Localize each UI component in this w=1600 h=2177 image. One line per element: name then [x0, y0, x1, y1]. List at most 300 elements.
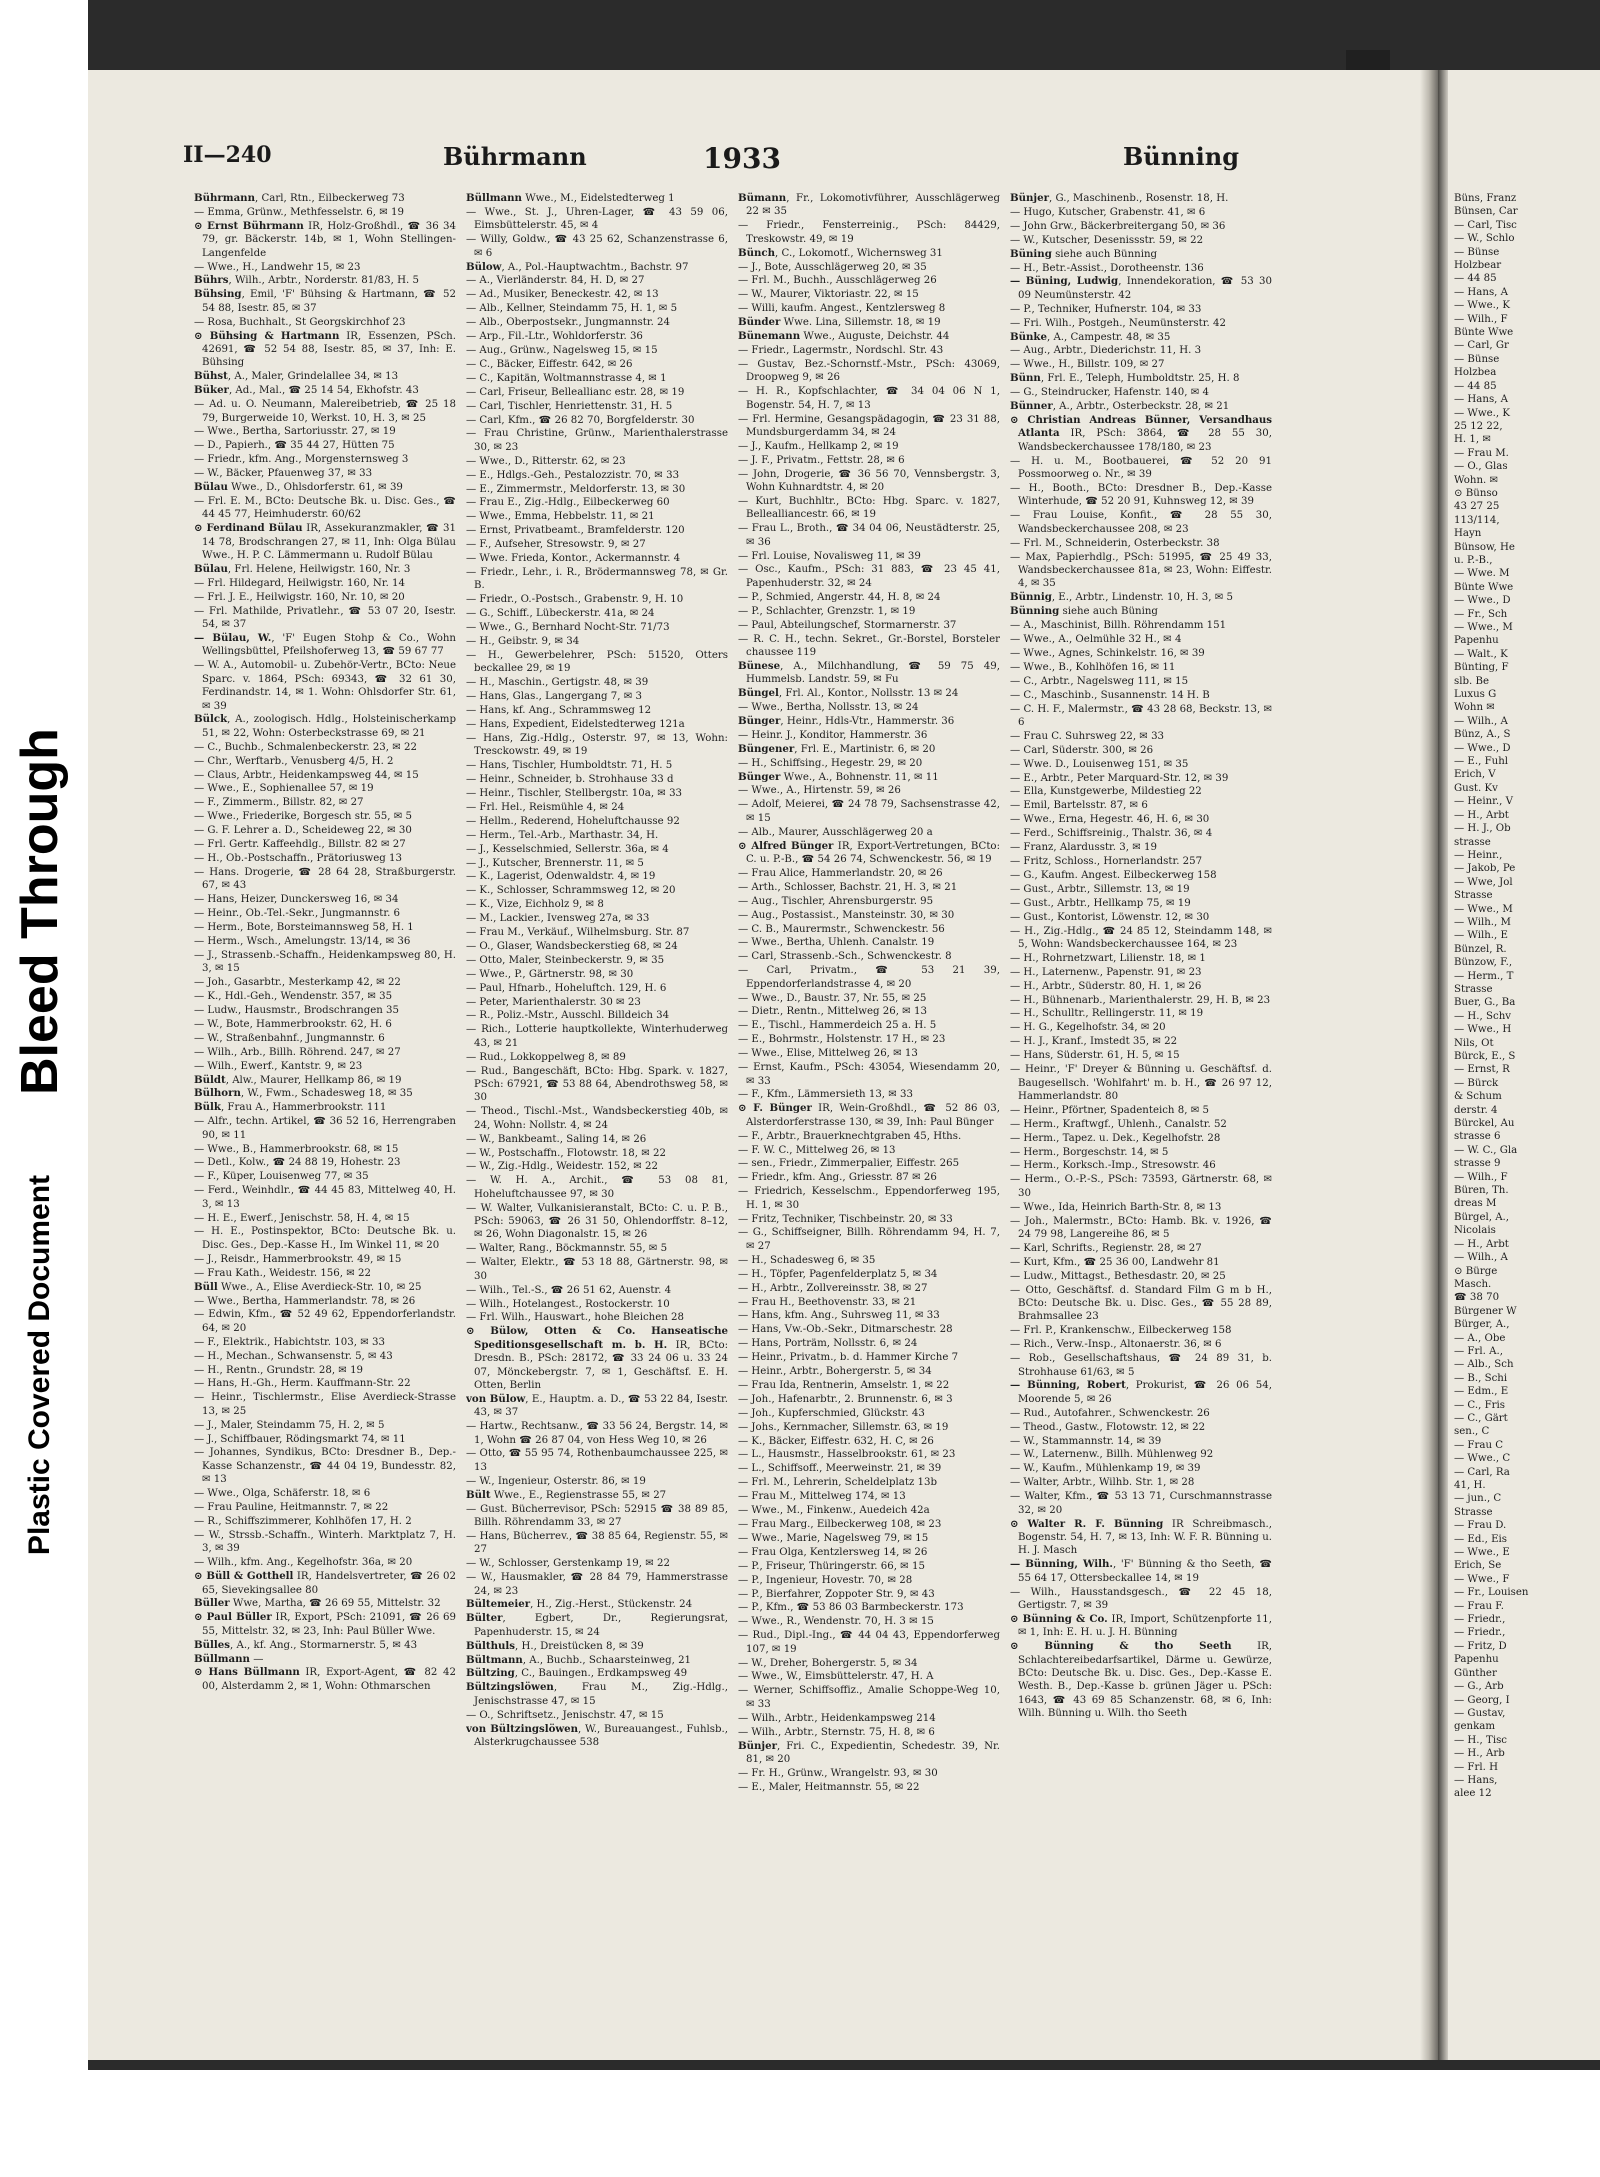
entry-text: — Friedrich, Kesselschm., Eppendorferweg 195, H. 1, ✉ 30	[738, 1186, 1000, 1211]
entry-text: — Wwe., B., Hammerbrookstr. 68, ✉ 15	[194, 1143, 399, 1155]
entry-text: — Gustav, Bez.-Schornstf.-Mstr., PSch: 43069, Droopweg 9, ✉ 26	[738, 358, 1000, 384]
entry-text: IR, Export-Agent, ☎ 82 42 00, Alsterdamm 2, ✉ 1, Wohn: Othmarschen	[202, 1667, 456, 1692]
directory-entry	[1010, 591, 1272, 604]
entry-text: — M., Lackier., Ivensweg 27a, ✉ 33	[466, 913, 650, 925]
entry-text: — Gust., Arbtr., Hellkamp 75, ✉ 19	[1010, 897, 1191, 909]
directory-entry	[466, 732, 728, 759]
entry-text: — C., Kapitän, Woltmannstrasse 4, ✉ 1	[466, 372, 667, 384]
directory-entry	[194, 591, 456, 604]
directory-entry	[738, 1615, 1000, 1628]
adjacent-page-line: Masch.	[1454, 1278, 1492, 1290]
directory-entry	[466, 1105, 728, 1132]
adjacent-page-line: 25 12 22,	[1454, 420, 1503, 432]
directory-entry	[1010, 827, 1272, 840]
adjacent-page-line: Bünsow, He	[1454, 541, 1515, 553]
directory-entry	[738, 992, 1000, 1005]
adjacent-page-line: — Fr., Louisen	[1454, 1587, 1529, 1599]
directory-entry	[466, 690, 728, 703]
directory-entry	[738, 826, 1000, 839]
directory-entry	[466, 857, 728, 870]
entry-text: — E., Zimmermstr., Meldorferstr. 13, ✉ 30	[466, 483, 686, 495]
entry-text: — Heinr., Privatm., b. d. Hammer Kirche 7	[738, 1352, 959, 1364]
entry-text: — H., Mechan., Schwansenstr. 5, ✉ 43	[194, 1350, 393, 1362]
adjacent-page-line: — 44 85	[1454, 273, 1497, 285]
entry-name: ⊙ Alfred Bünger	[738, 839, 834, 852]
directory-entry	[194, 288, 456, 315]
directory-entry	[738, 1601, 1000, 1614]
entry-text: — W., Dreher, Bohergerstr. 5, ✉ 34	[738, 1657, 918, 1669]
directory-entry	[1010, 482, 1272, 509]
directory-entry	[194, 1611, 456, 1638]
entry-name: Bünger	[738, 770, 781, 783]
directory-entry	[466, 1598, 728, 1611]
adjacent-page-line: — Wilh., A	[1454, 715, 1508, 727]
directory-entry	[1010, 317, 1272, 330]
entry-text: — Wwe., Elise, Mittelweg 26, ✉ 13	[738, 1048, 918, 1060]
adjacent-page-line: Wohn. ✉	[1454, 474, 1499, 486]
adjacent-page-line: — H., Arbt	[1454, 809, 1509, 821]
entry-name: ⊙ Ernst Bührmann	[194, 219, 304, 232]
directory-column-3	[738, 192, 1000, 2022]
directory-entry	[194, 1074, 456, 1087]
adjacent-page-line: — Fr., Sch	[1454, 608, 1508, 620]
entry-name: ⊙ Büll & Gotthell	[194, 1570, 294, 1583]
entry-name: — Bünning, Wilh.	[1010, 1558, 1113, 1571]
adjacent-page-line: Strasse	[1454, 1506, 1493, 1518]
directory-entry	[466, 372, 728, 385]
entry-text: Wwe., E., Regienstrasse 55, ✉ 27	[490, 1489, 667, 1501]
directory-entry	[466, 926, 728, 939]
directory-entry	[466, 996, 728, 1009]
entry-text: — Frl. M., Buchh., Ausschlägerweg 26	[738, 275, 937, 287]
entry-text: IR, Holz-Großhdl., ☎ 36 34 79, gr. Bäckerstr. 14b, ✉ 1, Wohn Stellingen-Langenfelde	[202, 220, 456, 259]
directory-entry	[1010, 1049, 1272, 1062]
adjacent-page-line: Papenhu	[1454, 1654, 1499, 1666]
adjacent-page-line: — Wilh., F	[1454, 313, 1508, 325]
entry-name: Büllmann	[466, 192, 522, 204]
adjacent-page-line: 43 27 25	[1454, 501, 1500, 513]
entry-text: Wwe, Martha, ☎ 26 69 55, Mittelstr. 32	[229, 1598, 441, 1610]
directory-entry	[194, 220, 456, 260]
entry-text: — sen., Friedr., Zimmerpalier, Eiffestr. 265	[738, 1158, 960, 1170]
entry-text: Wwe., A., Elise Averdieck-Str. 10, ✉ 25	[217, 1281, 422, 1293]
directory-column-1	[194, 192, 456, 2022]
entry-text: — W., Schlosser, Gerstenkamp 19, ✉ 22	[466, 1558, 670, 1570]
entry-text: — Hans, Zig.-Hdlg., Osterstr. 97, ✉ 13, Wohn: Tresckowstr. 49, ✉ 19	[466, 732, 728, 758]
entry-text: — Wwe., Erna, Hegestr. 46, H. 6, ✉ 30	[1010, 814, 1210, 826]
directory-entry	[194, 1018, 456, 1031]
entry-text: — P., Schmied, Angerstr. 44, H. 8, ✉ 24	[738, 591, 941, 603]
directory-entry	[194, 755, 456, 768]
entry-text: — P., Kfm., ☎ 53 86 03 Barmbeckerstr. 173	[738, 1602, 964, 1614]
entry-name: Bünn	[1010, 372, 1041, 385]
entry-text: — Carl, Strassenb.-Sch., Schwenckestr. 8	[738, 951, 952, 963]
entry-text: — Joh., Hafenarbtr., 2. Brunnenstr. 6, ✉ 3	[738, 1393, 953, 1405]
adjacent-page-line: — Wwe., F	[1454, 1573, 1510, 1585]
adjacent-page-line: — Carl, Tisc	[1454, 219, 1517, 231]
entry-name: Bünemann	[738, 330, 801, 343]
adjacent-page-line: — Jakob, Pe	[1454, 863, 1516, 875]
entry-text: — Franz, Alardusstr. 3, ✉ 19	[1010, 842, 1157, 854]
entry-text: — Ferd., Schiffsreinig., Thalstr. 36, ✉ 4	[1010, 828, 1213, 840]
directory-entry	[466, 1174, 728, 1201]
adjacent-page-line: — Frl. A.,	[1454, 1345, 1503, 1357]
entry-text: — H., Laternenw., Papenstr. 91, ✉ 23	[1010, 966, 1202, 978]
entry-text: — O., Glaser, Wandsbeckerstieg 68, ✉ 24	[466, 940, 678, 952]
directory-entry	[738, 1504, 1000, 1517]
directory-entry	[738, 867, 1000, 880]
entry-text: , A., zoologisch. Hdlg., Holsteinischerkamp 51, ✉ 22, Wohn: Osterbeckstrasse 69, ✉ 21	[202, 714, 456, 739]
entry-name: ⊙ Walter R. F. Bünning	[1010, 1517, 1164, 1530]
entry-text: , A., Arbtr., Osterbeckstr. 28, ✉ 21	[1052, 401, 1230, 413]
directory-entry	[194, 1115, 456, 1142]
directory-entry	[1010, 897, 1272, 910]
entry-text: — Frau Pauline, Heitmannstr. 7, ✉ 22	[194, 1502, 389, 1514]
entry-text: , Alw., Maurer, Hellkamp 86, ✉ 19	[225, 1074, 402, 1086]
adjacent-page-line: ⊙ Bünso	[1454, 487, 1498, 499]
entry-text: — R., Poliz.-Mstr., Ausschl. Billdeich 34	[466, 1010, 670, 1022]
entry-text: — Walter, Elektr., ☎ 53 18 88, Gärtnerstr. 98, ✉ 30	[466, 1257, 728, 1282]
entry-text: — Wwe., M., Finkenw., Auedeich 42a	[738, 1505, 930, 1517]
directory-entry	[194, 330, 456, 370]
adjacent-page-line: Bürgener W	[1454, 1305, 1517, 1317]
entry-text: — O., Schriftsetz., Jenischstr. 47, ✉ 15	[466, 1709, 664, 1721]
directory-entry	[194, 1433, 456, 1446]
entry-text: — Hartw., Rechtsanw., ☎ 33 56 24, Bergstr. 14, ✉ 1, Wohn ☎ 26 87 04, von Hess Weg 10, ✉ 26	[466, 1421, 728, 1446]
right-running-head: Bünning	[1123, 142, 1239, 171]
directory-entry	[1010, 206, 1272, 219]
entry-text: — H., Töpfer, Pagenfelderplatz 5, ✉ 34	[738, 1268, 938, 1280]
directory-entry	[194, 796, 456, 809]
entry-text: — Wwe., P., Gärtnerstr. 98, ✉ 30	[466, 968, 634, 980]
directory-entry	[1010, 1324, 1272, 1337]
directory-entry	[466, 898, 728, 911]
entry-text: — Hans, Vw.-Ob.-Sekr., Ditmarschestr. 28	[738, 1324, 953, 1336]
directory-entry	[466, 1133, 728, 1146]
entry-name: Büldt	[194, 1073, 226, 1086]
entry-text: — Wilh., Hotelangest., Rostockerstr. 10	[466, 1298, 670, 1310]
entry-name: ⊙ Paul Büller	[194, 1611, 272, 1624]
directory-entry	[738, 895, 1000, 908]
entry-name: — Bünning, Robert	[1010, 1379, 1126, 1392]
directory-entry	[194, 782, 456, 795]
adjacent-page-line: — Wwe., M	[1454, 903, 1513, 915]
directory-entry	[738, 1268, 1000, 1281]
directory-page	[88, 70, 1438, 2060]
directory-entry	[466, 759, 728, 772]
entry-name: Bünning	[1010, 605, 1060, 618]
entry-text: — W., Bankbeamt., Saling 14, ✉ 26	[466, 1133, 647, 1145]
entry-name: Bünjer	[1010, 192, 1049, 204]
directory-entry	[194, 522, 456, 562]
directory-entry	[1010, 883, 1272, 896]
entry-name: — Bülau, W.	[194, 632, 272, 644]
adjacent-page-line: 41, H.	[1454, 1480, 1486, 1491]
directory-entry	[466, 829, 728, 842]
directory-entry	[738, 192, 1000, 219]
adjacent-page-line: — Bünse	[1454, 353, 1500, 365]
directory-entry	[466, 801, 728, 814]
directory-entry	[194, 495, 456, 522]
directory-entry	[738, 385, 1000, 412]
adjacent-page-line: strasse 6	[1454, 1131, 1501, 1143]
directory-entry	[466, 1489, 728, 1502]
entry-text: — W., Maurer, Viktoriastr. 22, ✉ 15	[738, 289, 919, 301]
adjacent-page-line: — Wilh., M	[1454, 916, 1511, 928]
directory-entry	[466, 400, 728, 413]
entry-text: IR Schreibmasch., Bogenstr. 54, H. 7, ✉ 13, Inh: W. F. R. Bünning u. H. J. Masch	[1018, 1518, 1272, 1557]
entry-text: — C. H. F., Malermstr., ☎ 43 28 68, Beckstr. 13, ✉ 6	[1010, 703, 1272, 728]
entry-text: — Wwe., D., Baustr. 37, Nr. 55, ✉ 25	[738, 992, 927, 1004]
directory-entry	[466, 414, 728, 427]
entry-text: , E., Arbtr., Lindenstr. 10, H. 3, ✉ 5	[1051, 592, 1234, 604]
adjacent-page-line: — Herm., T	[1454, 970, 1514, 982]
directory-entry	[1010, 994, 1272, 1007]
directory-entry	[466, 1242, 728, 1255]
entry-text: — H., Rentn., Grundstr. 28, ✉ 19	[194, 1364, 364, 1376]
directory-entry	[738, 923, 1000, 936]
entry-text: — Wwe., Marie, Nagelsweg 79, ✉ 15	[738, 1532, 929, 1544]
directory-entry	[466, 274, 728, 287]
directory-entry	[738, 261, 1000, 274]
adjacent-page-line: Luxus G	[1454, 689, 1497, 701]
directory-entry	[1010, 1242, 1272, 1255]
directory-entry	[1010, 1462, 1272, 1475]
adjacent-page-line: strasse	[1454, 836, 1491, 848]
directory-entry	[738, 1421, 1000, 1434]
directory-entry	[466, 718, 728, 731]
entry-text: — C., Maschinb., Susannenstr. 14 H. B	[1010, 689, 1210, 701]
adjacent-page-line: Nicolais	[1454, 1225, 1496, 1237]
entry-text: — Wwe. D., Louisenweg 151, ✉ 35	[1010, 758, 1189, 770]
entry-text: — Peter, Marienthalerstr. 30 ✉ 23	[466, 996, 641, 1008]
entry-text: IR, Essenzen, PSch. 42691, ☎ 52 54 88, Isestr. 85, ✉ 37, Inh: E. Bühsing	[202, 330, 456, 369]
adjacent-page-line: Bünte Wwe	[1454, 581, 1514, 593]
entry-text: — Ludw., Hausmstr., Brodschrangen 35	[194, 1004, 400, 1016]
adjacent-page-line: — Hans, A	[1454, 286, 1509, 298]
entry-text: — Emma, Grünw., Methfesselstr. 6, ✉ 19	[194, 206, 404, 218]
directory-entry	[466, 1503, 728, 1530]
directory-entry	[738, 1296, 1000, 1309]
entry-name: — Büning, Ludwig	[1010, 275, 1119, 288]
directory-entry	[194, 949, 456, 976]
directory-entry	[194, 1267, 456, 1280]
directory-entry	[738, 1171, 1000, 1184]
entry-text: — R. C. H., techn. Sekret., Gr.-Borstel, Borsteler chaussee 119	[738, 633, 1000, 658]
entry-text: — P., Bierfahrer, Zoppoter Str. 9, ✉ 43	[738, 1588, 935, 1600]
entry-text: — Carl, Kfm., ☎ 26 82 70, Borgfelderstr. 30	[466, 414, 695, 426]
entry-text: — Joh., Kupferschmied, Glückstr. 43	[738, 1407, 925, 1419]
entry-name: Bülthuls	[466, 1639, 516, 1652]
directory-entry	[1010, 1518, 1272, 1558]
entry-text: , Fr., Lokomotivführer, Ausschlägerweg 22 ✉ 35	[746, 193, 1000, 218]
adjacent-page-line: — C., Fris	[1454, 1399, 1505, 1411]
directory-entry	[738, 1130, 1000, 1143]
directory-entry	[1010, 234, 1272, 247]
entry-text: — Wwe., E., Sophienallee 57, ✉ 19	[194, 783, 374, 795]
directory-entry	[1010, 455, 1272, 482]
directory-entry	[1010, 386, 1272, 399]
directory-entry	[1010, 966, 1272, 979]
entry-text: — Aug., Postassist., Mansteinstr. 30, ✉ 30	[738, 909, 955, 921]
adjacent-page-line: — H., Arbt	[1454, 1238, 1509, 1250]
adjacent-page-line: — Hans, A	[1454, 394, 1509, 406]
entry-text: — Adolf, Meierei, ☎ 24 78 79, Sachsenstrasse 42, ✉ 15	[738, 799, 1000, 824]
entry-text: — Otto, ☎ 55 95 74, Rothenbaumchaussee 225, ✉ 13	[466, 1448, 728, 1473]
directory-entry	[466, 1447, 728, 1474]
directory-entry	[738, 964, 1000, 991]
entry-text: — W. H. A., Archit., ☎ 53 08 81, Hoheluftchaussee 97, ✉ 30	[466, 1175, 728, 1200]
entry-text: , Carl, Rtn., Eilbeckerweg 73	[255, 193, 405, 204]
entry-text: , C., Lokomotf., Wichernsweg 31	[775, 247, 943, 259]
entry-text: — John, Drogerie, ☎ 36 56 70, Vennsbergstr. 3, Wohn Kuhnardtstr. 4, ✉ 20	[738, 468, 1000, 494]
directory-entry	[738, 1629, 1000, 1656]
entry-text: — Theod., Gastw., Flotowstr. 12, ✉ 22	[1010, 1421, 1206, 1433]
directory-entry	[466, 358, 728, 371]
directory-entry	[466, 912, 728, 925]
entry-text: , Frl. E., Teleph, Humboldtstr. 25, H. 8	[1040, 373, 1240, 385]
entry-text: — Ernst, Privatbeamt., Bramfelderstr. 120	[466, 525, 685, 537]
entry-text: — H., Ob.-Postschaffn., Prätoriusweg 13	[194, 853, 402, 864]
entry-text: , G., Maschinenb., Rosenstr. 18, H.	[1048, 193, 1229, 204]
entry-text: — Hans, H.-Gh., Herm. Kauffmann-Str. 22	[194, 1378, 411, 1390]
directory-entry	[194, 1556, 456, 1569]
adjacent-page-line: — Wwe. M	[1454, 568, 1510, 580]
directory-entry	[194, 1364, 456, 1377]
directory-entry	[1010, 1613, 1272, 1640]
entry-text: — W., Zig.-Hdlg., Weidestr. 152, ✉ 22	[466, 1161, 658, 1173]
entry-text: — Hans, Glas., Langergang 7, ✉ 3	[466, 691, 643, 703]
entry-text: , 'F' Bünning & tho Seeth, ☎ 55 64 17, Ottersbeckallee 14, ✉ 19	[1018, 1559, 1272, 1584]
adjacent-page-line: — Wilh., E	[1454, 930, 1508, 942]
entry-name: Bülck	[194, 713, 228, 726]
directory-entry	[738, 1102, 1000, 1129]
directory-entry	[738, 1781, 1000, 1794]
year-heading: 1933	[703, 142, 781, 175]
entry-text: — Gust., Kontorist, Löwenstr. 12, ✉ 30	[1010, 911, 1210, 923]
directory-entry	[466, 773, 728, 786]
directory-entry	[1010, 1215, 1272, 1242]
entry-name: Bülau	[194, 562, 228, 575]
entry-text: — Herm., Tapez. u. Dek., Kegelhofstr. 28	[1010, 1132, 1221, 1144]
directory-entry	[1010, 1490, 1272, 1517]
entry-name: Bünke	[1010, 330, 1047, 343]
entry-text: — K., Hdl.-Geh., Wendenstr. 357, ✉ 35	[194, 991, 393, 1003]
entry-text: siehe auch Büning	[1059, 606, 1158, 618]
directory-entry	[738, 1019, 1000, 1032]
entry-text: — Aug., Arbtr., Diederichstr. 11, H. 3	[1010, 345, 1202, 357]
directory-entry	[1010, 675, 1272, 688]
adjacent-page-line: Nils, Ot	[1454, 1037, 1494, 1049]
entry-text: — Joh., Gasarbtr., Mesterkamp 42, ✉ 22	[194, 977, 401, 989]
entry-text: — Carl, Tischler, Henriettenstr. 31, H. 5	[466, 400, 673, 412]
adjacent-page-line: — Bürck	[1454, 1077, 1499, 1089]
entry-text: — Paul, Hfnarb., Hoheluftch. 129, H. 6	[466, 982, 667, 994]
directory-entry	[466, 635, 728, 648]
directory-entry	[466, 1065, 728, 1105]
adjacent-page-line: Bünz, A., S	[1454, 729, 1511, 741]
entry-text: — Alb., Oberpostsekr., Jungmannstr. 24	[466, 317, 671, 329]
adjacent-page-line: — Wwe, Jol	[1454, 876, 1513, 888]
directory-entry	[738, 1379, 1000, 1392]
entry-text: — Theod., Tischl.-Mst., Wandsbeckerstieg 40b, ✉ 24, Wohn: Nollstr. 4, ✉ 24	[466, 1106, 728, 1131]
entry-name: ⊙ Bülow, Otten & Co. Hanseatische Speditionsgesellschaft m. b. H.	[466, 1325, 728, 1351]
entry-text: — R., Schiffszimmerer, Kohlhöfen 17, H. 2	[194, 1516, 412, 1527]
directory-entry	[738, 1185, 1000, 1212]
directory-entry	[738, 687, 1000, 700]
directory-entry	[194, 1597, 456, 1610]
directory-entry	[738, 1574, 1000, 1587]
entry-name: Büngel	[738, 687, 779, 700]
entry-text: IR, Export-Vertretungen, BCto: C. u. P.-B., ☎ 54 26 74, Schwenckestr. 56, ✉ 19	[746, 840, 1000, 865]
entry-text: — Claus, Arbtr., Heidenkampsweg 44, ✉ 15	[194, 769, 419, 781]
directory-entry	[738, 909, 1000, 922]
entry-name: Bünder	[738, 316, 781, 329]
directory-entry	[1010, 358, 1272, 371]
entry-name: Büller	[194, 1597, 230, 1610]
adjacent-page-line: Strasse	[1454, 890, 1493, 902]
adjacent-page-line: — H., Tisc	[1454, 1734, 1508, 1746]
directory-entry	[466, 427, 728, 454]
entry-name: Bünger	[738, 714, 781, 727]
directory-entry	[466, 455, 728, 468]
entry-name: Bünnig	[1010, 591, 1052, 604]
entry-text: , 'F' Eugen Stohp & Co., Wohn Wellingsbüttel, Pfeilshoferweg 13, ☎ 59 67 77	[202, 633, 456, 658]
entry-text: — Frl. P., Krankenschw., Eilbeckerweg 158	[1010, 1325, 1232, 1337]
directory-entry	[194, 1060, 456, 1073]
entry-text: — Ad. u. O. Neumann, Malereibetrieb, ☎ 25 18 79, Burgerweide 10, Werkst. 10, H. 3, ✉ 25	[194, 399, 456, 424]
directory-entry	[738, 1588, 1000, 1601]
entry-text: — Frau Ida, Rentnerin, Amselstr. 1, ✉ 22	[738, 1379, 950, 1391]
directory-entry	[194, 577, 456, 590]
directory-entry	[738, 950, 1000, 963]
entry-text: — Arp., Fil.-Ltr., Wohldorferstr. 36	[466, 331, 643, 343]
entry-text: — Ludw., Mittagst., Bethesdastr. 20, ✉ 25	[1010, 1270, 1226, 1282]
adjacent-page-line: — E., Fuhl	[1454, 756, 1509, 768]
entry-text: — Willy, Goldw., ☎ 43 25 62, Schanzenstrasse 6, ✉ 6	[466, 234, 728, 259]
directory-entry	[1010, 275, 1272, 302]
entry-text: — H. R., Kopfschlachter, ☎ 34 04 06 N 1, Bogenstr. 54, H. 7, ✉ 13	[738, 386, 1000, 411]
entry-text: — W., Kaufm., Mühlenkamp 19, ✉ 39	[1010, 1463, 1201, 1475]
directory-entry	[738, 633, 1000, 660]
entry-text: — E., Bohrmstr., Holstenstr. 17 H., ✉ 23	[738, 1034, 946, 1046]
entry-text: — Heinr., Ob.-Tel.-Sekr., Jungmannstr. 6	[194, 908, 401, 920]
directory-entry	[738, 1157, 1000, 1170]
entry-text: — Friedr., Fensterreinig., PSch: 84429, Treskowstr. 49, ✉ 19	[738, 220, 1000, 245]
entry-text: , Frau A., Hammerbrookstr. 111	[220, 1102, 387, 1114]
entry-text: — G., Steindrucker, Hafenstr. 140, ✉ 4	[1010, 387, 1209, 399]
entry-text: — Fr. H., Grünw., Wrangelstr. 93, ✉ 30	[738, 1767, 938, 1779]
directory-entry	[466, 192, 728, 205]
entry-text: — Herm., O.-P.-S., PSch: 73593, Gärtnerstr. 68, ✉ 30	[1010, 1174, 1272, 1199]
directory-entry	[1010, 248, 1272, 261]
directory-entry	[194, 370, 456, 383]
entry-text: — Frl. Mathilde, Privatlehr., ☎ 53 07 20, Isestr. 54, ✉ 37	[194, 605, 456, 631]
entry-text: — W., Hausmakler, ☎ 28 84 79, Hammerstrasse 24, ✉ 23	[466, 1572, 728, 1597]
directory-entry	[738, 1670, 1000, 1683]
entry-text: , Prokurist, ☎ 26 06 54, Moorende 5, ✉ 26	[1018, 1380, 1272, 1405]
adjacent-page-column	[1454, 192, 1600, 2022]
adjacent-page-line: u. P.-B.,	[1454, 554, 1493, 566]
entry-text: — Fritz, Techniker, Tischbeinstr. 20, ✉ 33	[738, 1213, 953, 1225]
directory-entry	[738, 784, 1000, 797]
entry-text: , A., Maler, Grindelallee 34, ✉ 13	[227, 371, 399, 383]
directory-entry	[466, 843, 728, 856]
directory-entry	[738, 798, 1000, 825]
entry-text: , C., Bauingen., Erdkampsweg 49	[514, 1668, 688, 1680]
entry-text: — Wwe. Frieda, Kontor., Ackermannstr. 4	[466, 553, 681, 565]
entry-name: Bülter	[466, 1612, 503, 1625]
